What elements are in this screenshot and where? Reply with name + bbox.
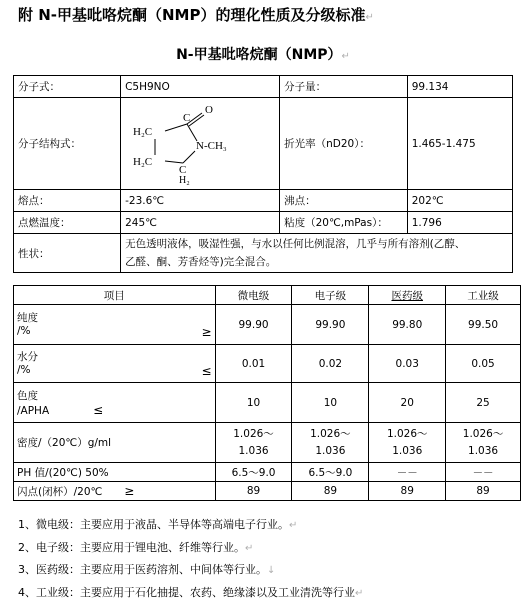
ignition-value: 245℃ [121, 212, 280, 234]
value-cell: 89 [292, 482, 369, 501]
note-text: 3、医药级：主要应用于医药溶剂、中间体等行业。 [18, 563, 267, 576]
melting-label: 熔点： [14, 190, 121, 212]
row-label-color [14, 383, 216, 423]
table-row [14, 305, 521, 345]
page-title [18, 4, 374, 25]
note-text: 4、工业级：主要应用于石化抽提、农药、绝缘漆以及工业清洗等行业 [18, 586, 355, 599]
value-cell: 25 [446, 383, 521, 423]
nature-label: 性状： [14, 234, 121, 273]
value-cell: －－ [446, 463, 521, 482]
refract-label: 折光率（nD20）： [280, 98, 408, 190]
mw-value: 99.134 [407, 76, 512, 98]
properties-table [13, 75, 513, 273]
table-row [14, 482, 521, 501]
boiling-label: 沸点： [280, 190, 408, 212]
table-row [14, 212, 513, 234]
value-cell: 99.90 [215, 305, 292, 345]
list-item [18, 537, 363, 560]
row-name: 纯度 [17, 310, 212, 325]
row-unit: /% [17, 325, 31, 337]
header-micro-grade: 微电级 [215, 286, 292, 305]
header-electronic-grade: 电子级 [292, 286, 369, 305]
value-cell: 1.026～1.036 [215, 423, 292, 463]
molecule-structure-diagram [125, 99, 275, 185]
nature-line-1: 无色透明液体，吸湿性强，与水以任何比例混溶，几乎与所有溶剂(乙醇、 [125, 235, 508, 253]
value-cell: 0.05 [446, 345, 521, 383]
paragraph-mark: ↵ [355, 588, 363, 599]
value-cell: 1.026～1.036 [292, 423, 369, 463]
paragraph-mark: ↵ [342, 51, 350, 62]
row-label-purity [14, 305, 216, 345]
value-cell: 0.02 [292, 345, 369, 383]
title-text: 附 N-甲基吡咯烷酮（NMP）的理化性质及分级标准 [18, 6, 365, 24]
value-cell: 10 [215, 383, 292, 423]
nature-value [121, 234, 513, 273]
table-row [14, 98, 513, 190]
structure-cell [121, 98, 280, 190]
atom-o: O [205, 104, 213, 116]
row-unit: /APHA [17, 405, 49, 417]
value-cell: 0.01 [215, 345, 292, 383]
mw-label: 分子量： [280, 76, 408, 98]
table-row [14, 463, 521, 482]
boiling-value: 202℃ [407, 190, 512, 212]
atom-h2c-top: H₂C [133, 126, 152, 138]
value-cell: 6.5～9.0 [215, 463, 292, 482]
value-cell: 0.03 [369, 345, 446, 383]
row-label-ph: PH 值/(20℃) 50% [14, 463, 216, 482]
nature-line-2: 乙醛、酮、芳香烃等)完全混合。 [125, 253, 508, 271]
value-cell: 99.80 [369, 305, 446, 345]
formula-label: 分子式： [14, 76, 121, 98]
row-label-water [14, 345, 216, 383]
header-industrial-grade: 工业级 [446, 286, 521, 305]
subtitle-text: N-甲基吡咯烷酮（NMP） [176, 47, 341, 63]
value-cell: 99.90 [292, 305, 369, 345]
atom-c-carbonyl: C [183, 112, 190, 124]
value-cell: 6.5～9.0 [292, 463, 369, 482]
value-cell: 20 [369, 383, 446, 423]
header-pharma-grade: 医药级 [369, 286, 446, 305]
list-item [18, 582, 363, 604]
value-cell: 89 [215, 482, 292, 501]
formula-value: C5H9NO [121, 76, 280, 98]
row-name: 水分 [17, 349, 212, 364]
table-row [14, 383, 521, 423]
table-row [14, 234, 513, 273]
header-item: 项目 [14, 286, 216, 305]
value-cell: 99.50 [446, 305, 521, 345]
comparison-symbol: ≤ [202, 364, 212, 378]
paragraph-mark: ↵ [245, 543, 253, 554]
paragraph-mark: ↓ [267, 565, 275, 576]
refract-value: 1.465-1.475 [407, 98, 512, 190]
note-text: 2、电子级：主要应用于锂电池、纤维等行业。 [18, 541, 245, 554]
paragraph-mark: ↵ [365, 12, 373, 23]
atom-h2: H₂ [179, 175, 190, 185]
row-label-density: 密度/（20℃）g/ml [14, 423, 216, 463]
notes-list [18, 514, 363, 604]
row-label-flash-point [14, 482, 216, 501]
value-cell: 1.026～1.036 [446, 423, 521, 463]
value-cell: 89 [446, 482, 521, 501]
row-name: 色度 [17, 388, 212, 403]
table-row [14, 345, 521, 383]
row-unit: /% [17, 364, 31, 376]
row-name: 闪点(闭杯）/20℃ [17, 486, 102, 498]
melting-value: -23.6℃ [121, 190, 280, 212]
note-text: 1、微电级：主要应用于液晶、半导体等高端电子行业。 [18, 518, 289, 531]
ignition-label: 点燃温度： [14, 212, 121, 234]
table-row [14, 76, 513, 98]
viscosity-value: 1.796 [407, 212, 512, 234]
table-row [14, 190, 513, 212]
atom-c-ring: C [179, 164, 186, 176]
comparison-symbol: ≤ [93, 403, 103, 417]
atom-h2c-bottom: H₂C [133, 156, 152, 168]
grades-table [13, 285, 521, 501]
comparison-symbol: ≥ [202, 325, 212, 339]
value-cell: 1.026～1.036 [369, 423, 446, 463]
comparison-symbol: ≥ [124, 484, 134, 498]
viscosity-label: 粘度（20℃,mPas）： [280, 212, 408, 234]
value-cell: 10 [292, 383, 369, 423]
table-header-row [14, 286, 521, 305]
paragraph-mark: ↵ [289, 520, 297, 531]
structure-label: 分子结构式： [14, 98, 121, 190]
list-item [18, 514, 363, 537]
table-row [14, 423, 521, 463]
list-item [18, 559, 363, 582]
atom-n-ch3: N-CH₃ [196, 140, 227, 152]
table-title [0, 44, 526, 64]
value-cell: －－ [369, 463, 446, 482]
value-cell: 89 [369, 482, 446, 501]
